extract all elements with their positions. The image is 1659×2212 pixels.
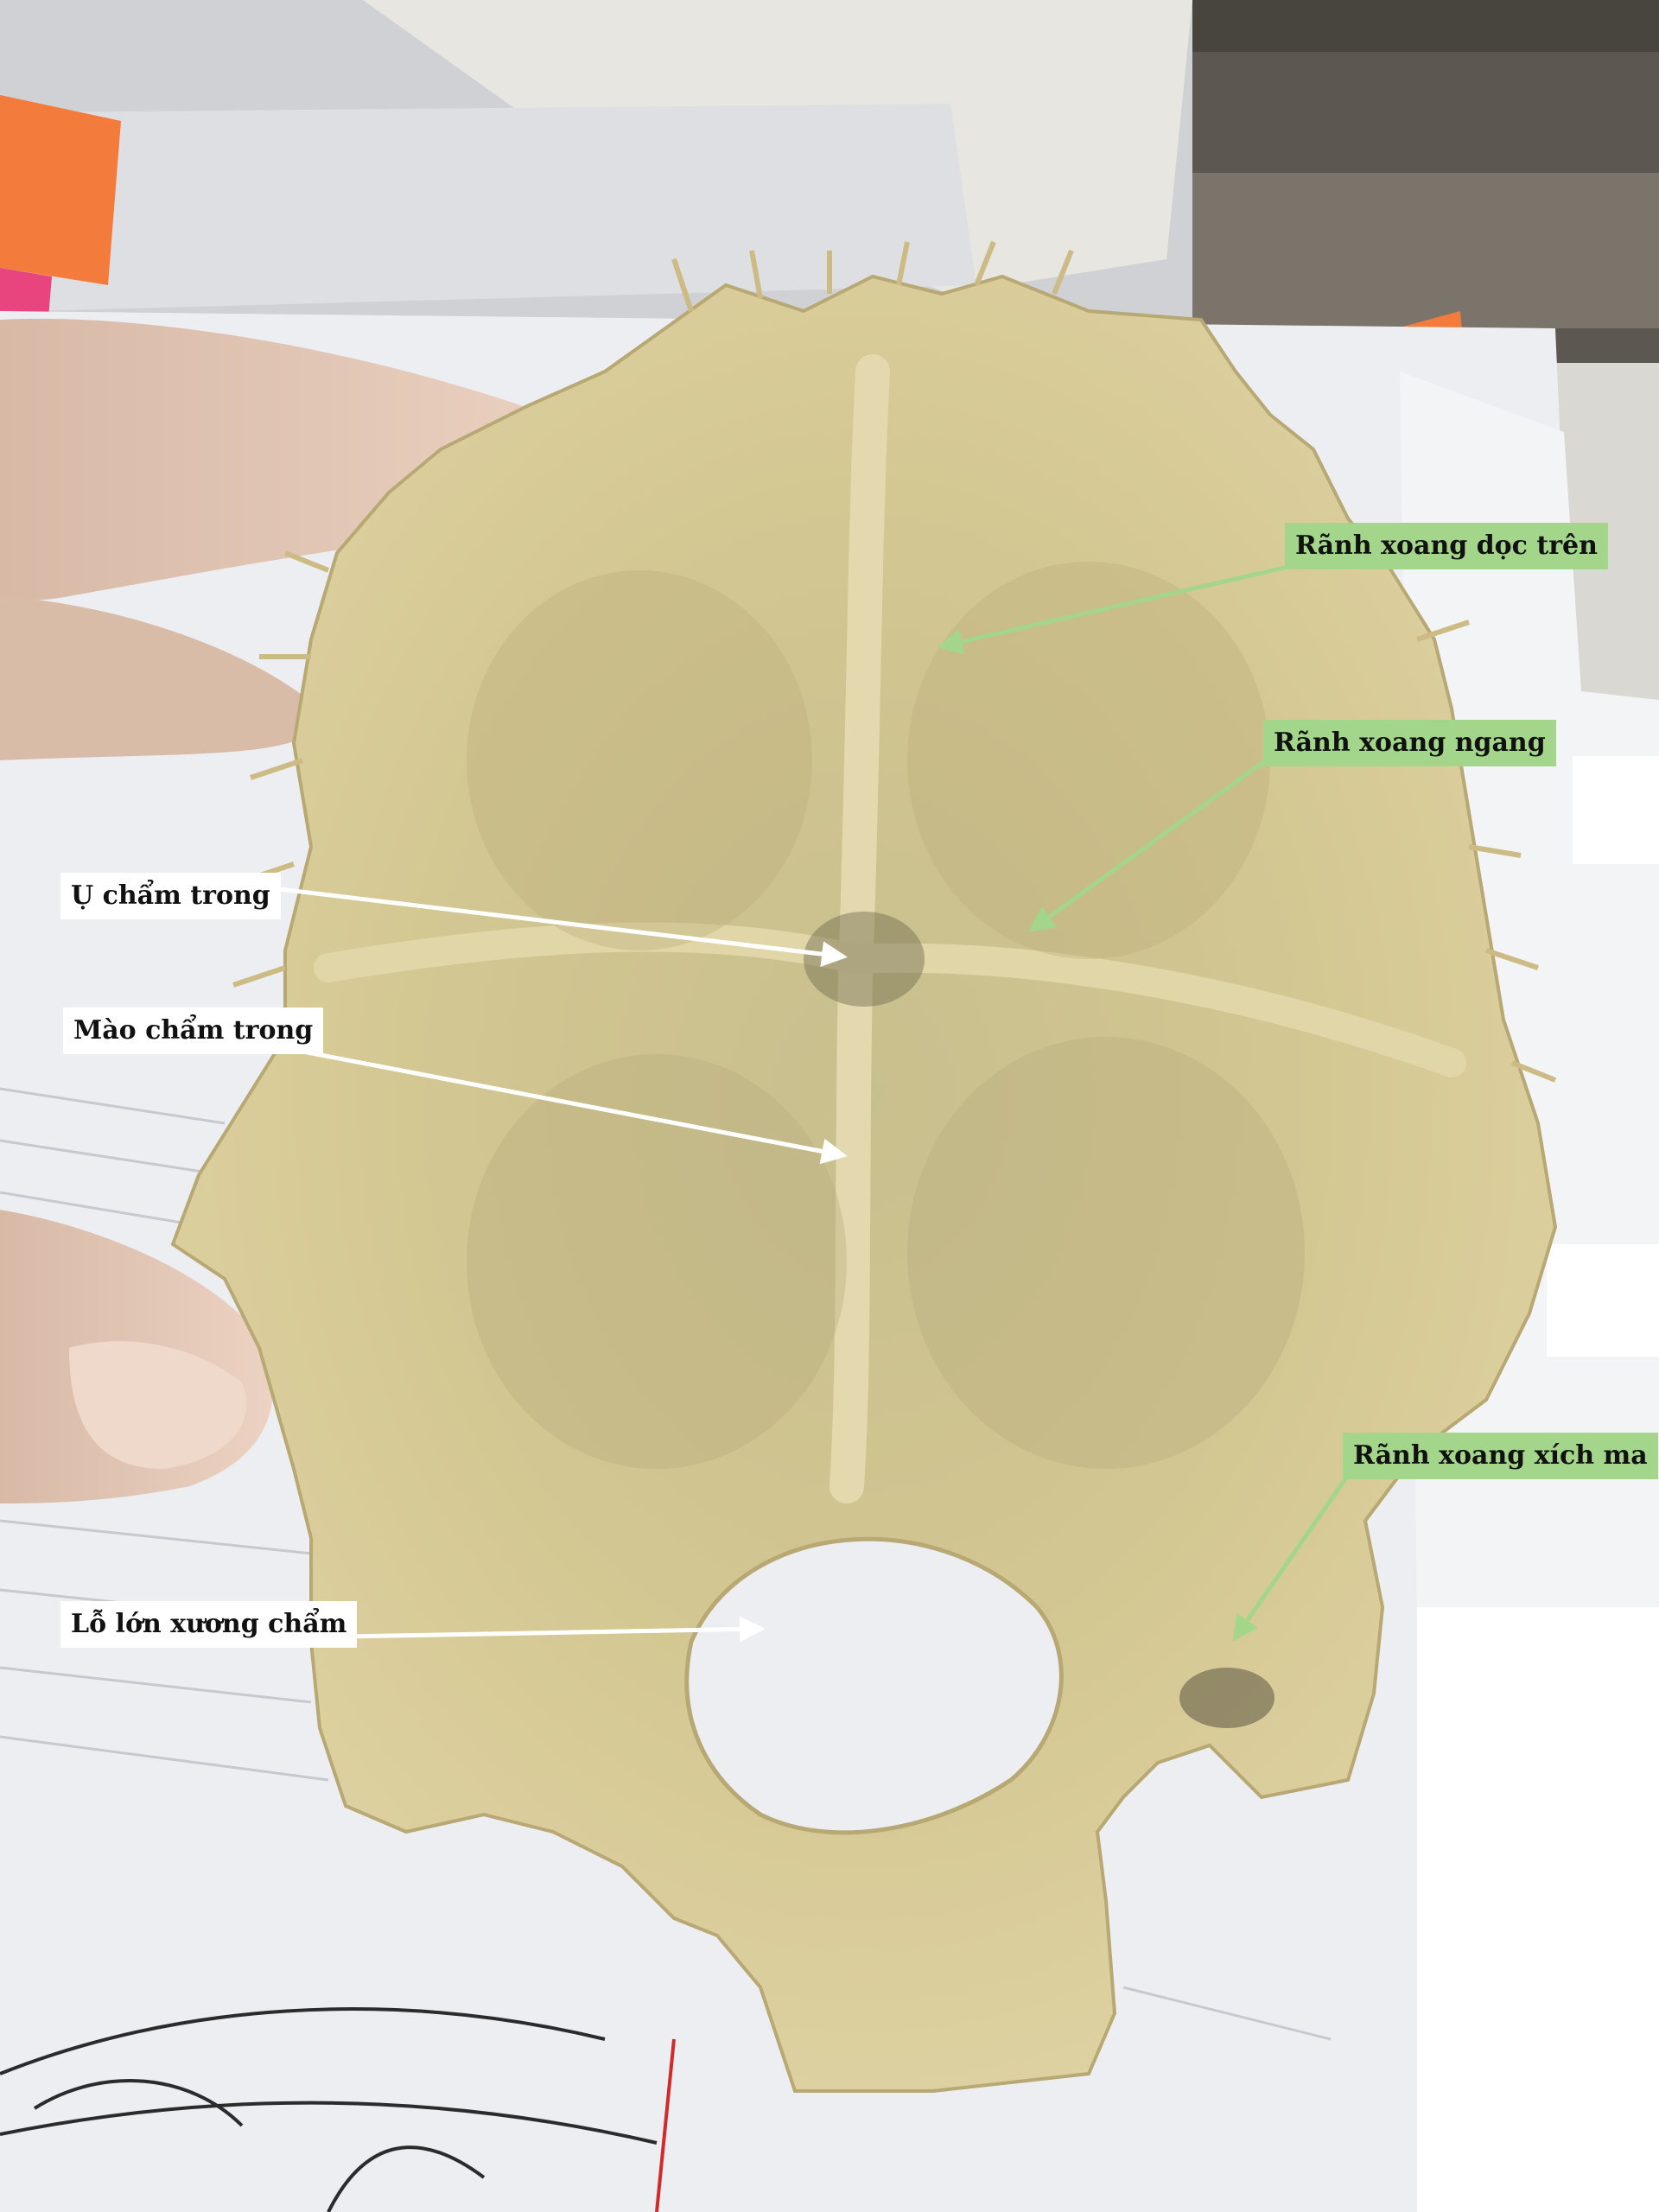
label-internal-occipital-protuberance: Ụ chẩm trong bbox=[60, 873, 281, 919]
label-sigmoid-sinus-groove: Rãnh xoang xích ma bbox=[1343, 1433, 1658, 1479]
closed-book bbox=[0, 0, 1192, 328]
label-internal-occipital-crest: Mào chẩm trong bbox=[63, 1007, 323, 1054]
label-foramen-magnum: Lỗ lớn xương chẩm bbox=[60, 1601, 357, 1648]
label-superior-sagittal-sinus-groove: Rãnh xoang dọc trên bbox=[1285, 523, 1608, 569]
wooden-background bbox=[1123, 0, 1659, 363]
label-transverse-sinus-groove: Rãnh xoang ngang bbox=[1263, 720, 1556, 766]
